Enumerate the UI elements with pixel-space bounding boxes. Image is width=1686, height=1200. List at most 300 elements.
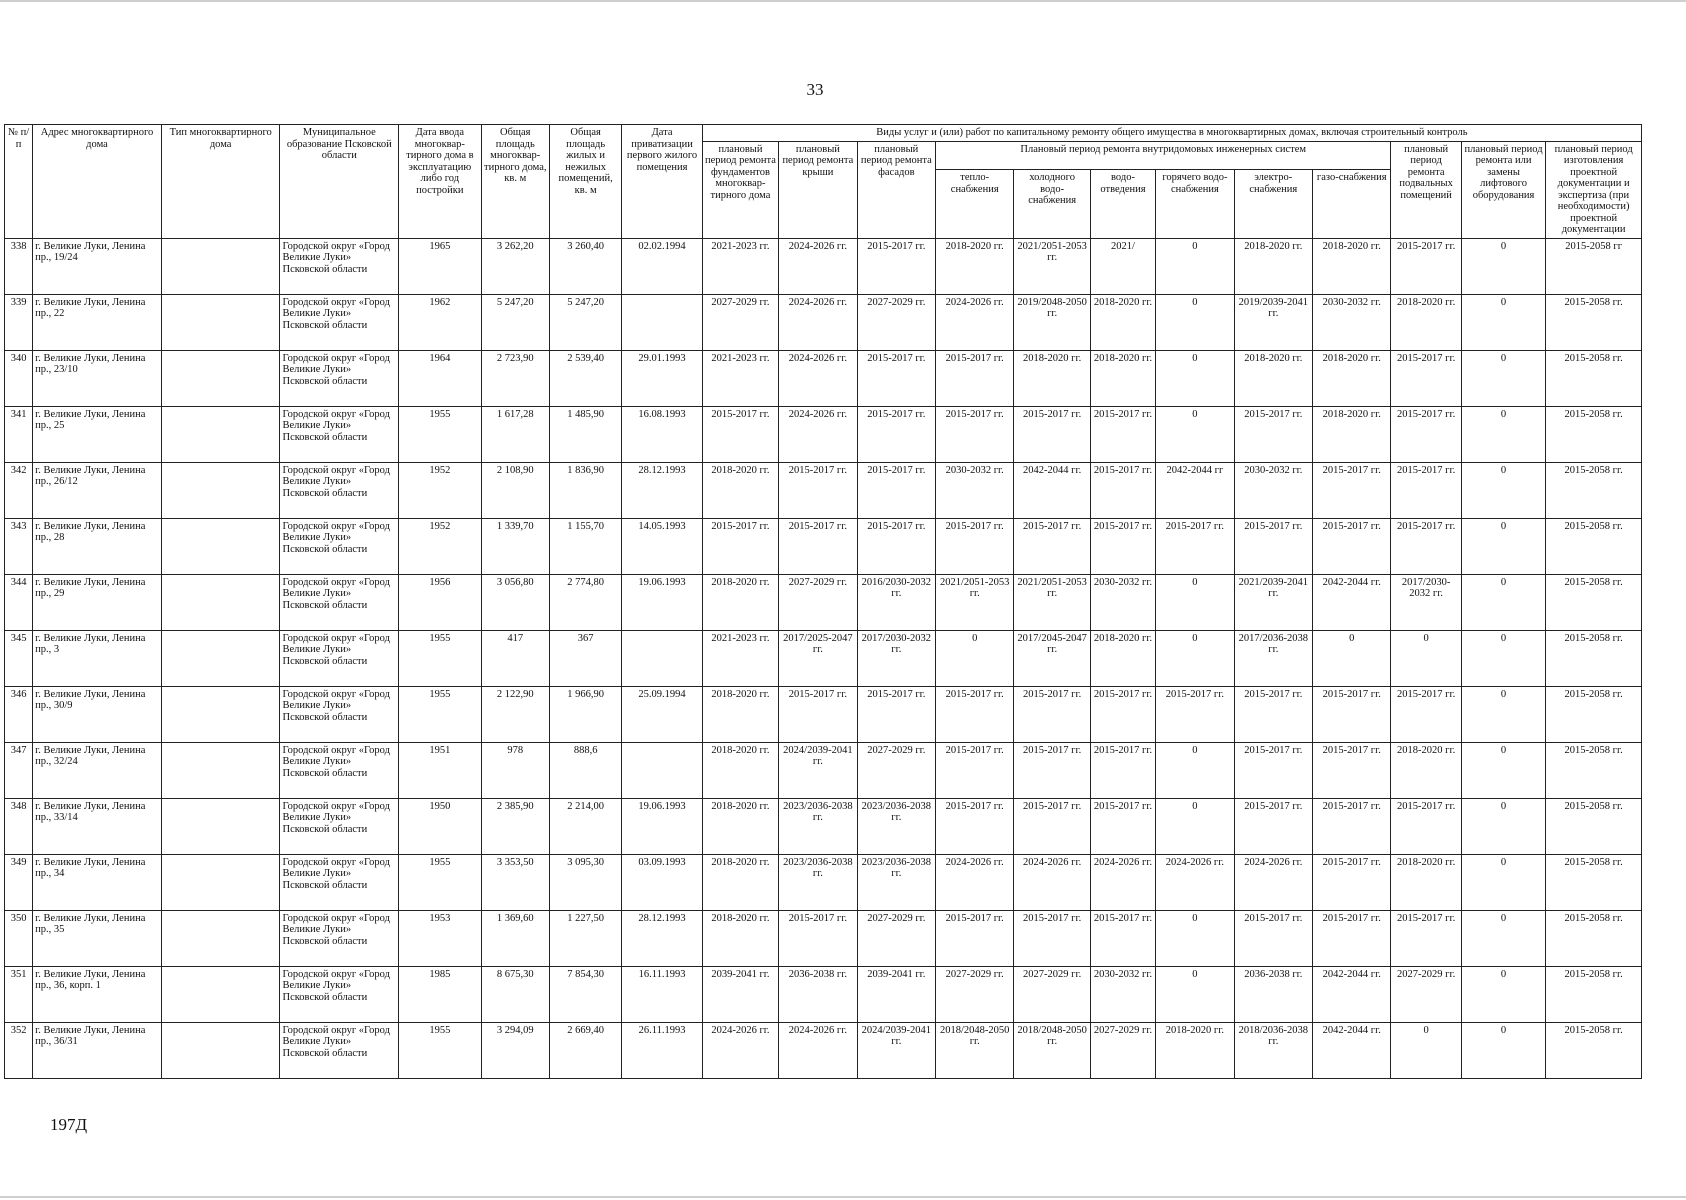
- row-foundation: 2021-2023 гг.: [702, 238, 778, 294]
- row-facade: 2039-2041 гг.: [857, 966, 935, 1022]
- row-type: [161, 238, 280, 294]
- row-cold-water: 2015-2017 гг.: [1014, 686, 1090, 742]
- row-elevator: 0: [1461, 518, 1545, 574]
- row-elevator: 0: [1461, 966, 1545, 1022]
- table-row: [5, 854, 1642, 910]
- row-address: г. Великие Луки, Ленина пр., 32/24: [33, 742, 162, 798]
- row-roof: 2024-2026 гг.: [779, 406, 857, 462]
- row-year: 1955: [399, 406, 481, 462]
- row-living-area: 1 227,50: [549, 910, 621, 966]
- row-address: г. Великие Луки, Ленина пр., 3: [33, 630, 162, 686]
- row-address: г. Великие Луки, Ленина пр., 26/12: [33, 462, 162, 518]
- row-gas: 2042-2044 гг.: [1313, 966, 1391, 1022]
- row-roof: 2036-2038 гг.: [779, 966, 857, 1022]
- row-facade: 2015-2017 гг.: [857, 518, 935, 574]
- row-elevator: 0: [1461, 574, 1545, 630]
- table-row: [5, 966, 1642, 1022]
- row-total-area: 3 294,09: [481, 1022, 549, 1078]
- header-address: Адрес многоквартирного дома: [33, 125, 162, 239]
- row-heat: 2021/2051-2053 гг.: [936, 574, 1014, 630]
- row-sewer: 2015-2017 гг.: [1090, 518, 1155, 574]
- row-cold-water: 2018-2020 гг.: [1014, 350, 1090, 406]
- row-cold-water: 2019/2048-2050 гг.: [1014, 294, 1090, 350]
- row-electric: 2021/2039-2041 гг.: [1234, 574, 1312, 630]
- row-gas: 2015-2017 гг.: [1313, 910, 1391, 966]
- row-heat: 2015-2017 гг.: [936, 406, 1014, 462]
- row-sewer: 2030-2032 гг.: [1090, 966, 1155, 1022]
- row-foundation: 2015-2017 гг.: [702, 406, 778, 462]
- row-hot-water: 0: [1156, 574, 1234, 630]
- row-year: 1952: [399, 518, 481, 574]
- row-facade: 2015-2017 гг.: [857, 686, 935, 742]
- row-electric: 2019/2039-2041 гг.: [1234, 294, 1312, 350]
- row-roof: 2024-2026 гг.: [779, 1022, 857, 1078]
- row-cold-water: 2024-2026 гг.: [1014, 854, 1090, 910]
- row-type: [161, 462, 280, 518]
- row-electric: 2024-2026 гг.: [1234, 854, 1312, 910]
- row-municipality: Городской округ «Город Великие Луки» Псковской области: [280, 1022, 399, 1078]
- header-systems-group: Плановый период ремонта внутридомовых инженерных систем: [936, 141, 1391, 170]
- row-heat: 2015-2017 гг.: [936, 798, 1014, 854]
- row-foundation: 2018-2020 гг.: [702, 686, 778, 742]
- page-number: 33: [806, 80, 824, 99]
- row-sewer: 2027-2029 гг.: [1090, 1022, 1155, 1078]
- row-basement: 2015-2017 гг.: [1391, 686, 1461, 742]
- row-living-area: 3 095,30: [549, 854, 621, 910]
- row-num: 341: [5, 406, 33, 462]
- header-facade: плановый период ремонта фасадов: [857, 141, 935, 238]
- row-type: [161, 910, 280, 966]
- row-living-area: 1 966,90: [549, 686, 621, 742]
- row-municipality: Городской округ «Город Великие Луки» Псковской области: [280, 854, 399, 910]
- row-design: 2015-2058 гг.: [1546, 406, 1642, 462]
- row-type: [161, 294, 280, 350]
- row-year: 1964: [399, 350, 481, 406]
- row-basement: 2017/2030-2032 гг.: [1391, 574, 1461, 630]
- row-foundation: 2039-2041 гг.: [702, 966, 778, 1022]
- row-basement: 2015-2017 гг.: [1391, 910, 1461, 966]
- table-row: [5, 518, 1642, 574]
- row-design: 2015-2058 гг.: [1546, 630, 1642, 686]
- row-elevator: 0: [1461, 742, 1545, 798]
- row-basement: 0: [1391, 1022, 1461, 1078]
- row-cold-water: 2021/2051-2053 гг.: [1014, 238, 1090, 294]
- row-foundation: 2021-2023 гг.: [702, 630, 778, 686]
- row-elevator: 0: [1461, 238, 1545, 294]
- row-design: 2015-2058 гг.: [1546, 854, 1642, 910]
- row-elevator: 0: [1461, 686, 1545, 742]
- row-municipality: Городской округ «Город Великие Луки» Псковской области: [280, 686, 399, 742]
- row-municipality: Городской округ «Город Великие Луки» Псковской области: [280, 630, 399, 686]
- row-electric: 2018-2020 гг.: [1234, 238, 1312, 294]
- scan-edge-top: [0, 0, 1686, 2]
- row-heat: 2018-2020 гг.: [936, 238, 1014, 294]
- row-municipality: Городской округ «Город Великие Луки» Псковской области: [280, 350, 399, 406]
- row-hot-water: 2015-2017 гг.: [1156, 518, 1234, 574]
- row-elevator: 0: [1461, 798, 1545, 854]
- row-foundation: 2018-2020 гг.: [702, 462, 778, 518]
- header-heat: тепло-снабжения: [936, 170, 1014, 238]
- header-electric: электро-снабжения: [1234, 170, 1312, 238]
- table-row: [5, 1022, 1642, 1078]
- row-foundation: 2018-2020 гг.: [702, 910, 778, 966]
- row-privatization-date: 16.11.1993: [622, 966, 702, 1022]
- row-num: 338: [5, 238, 33, 294]
- row-total-area: 5 247,20: [481, 294, 549, 350]
- row-heat: 2024-2026 гг.: [936, 854, 1014, 910]
- row-sewer: 2021/: [1090, 238, 1155, 294]
- row-municipality: Городской округ «Город Великие Луки» Псковской области: [280, 518, 399, 574]
- row-cold-water: 2015-2017 гг.: [1014, 910, 1090, 966]
- header-living-area: Общая площадь жилых и нежилых помещений, кв. м: [549, 125, 621, 239]
- row-privatization-date: 02.02.1994: [622, 238, 702, 294]
- row-heat: 2015-2017 гг.: [936, 910, 1014, 966]
- row-roof: 2027-2029 гг.: [779, 574, 857, 630]
- row-hot-water: 2018-2020 гг.: [1156, 1022, 1234, 1078]
- row-total-area: 1 339,70: [481, 518, 549, 574]
- row-sewer: 2015-2017 гг.: [1090, 742, 1155, 798]
- row-elevator: 0: [1461, 630, 1545, 686]
- row-privatization-date: 28.12.1993: [622, 910, 702, 966]
- header-hot-water: горячего водо-снабжения: [1156, 170, 1234, 238]
- row-cold-water: 2027-2029 гг.: [1014, 966, 1090, 1022]
- row-living-area: 1 485,90: [549, 406, 621, 462]
- row-facade: 2015-2017 гг.: [857, 238, 935, 294]
- row-living-area: 3 260,40: [549, 238, 621, 294]
- row-sewer: 2015-2017 гг.: [1090, 406, 1155, 462]
- row-basement: 2027-2029 гг.: [1391, 966, 1461, 1022]
- row-foundation: 2018-2020 гг.: [702, 574, 778, 630]
- row-num: 352: [5, 1022, 33, 1078]
- header-num: № п/п: [5, 125, 33, 239]
- row-foundation: 2015-2017 гг.: [702, 518, 778, 574]
- row-gas: 2015-2017 гг.: [1313, 742, 1391, 798]
- row-num: 343: [5, 518, 33, 574]
- table-row: [5, 910, 1642, 966]
- row-type: [161, 630, 280, 686]
- row-total-area: 2 122,90: [481, 686, 549, 742]
- row-facade: 2016/2030-2032 гг.: [857, 574, 935, 630]
- row-gas: 2018-2020 гг.: [1313, 238, 1391, 294]
- row-foundation: 2024-2026 гг.: [702, 1022, 778, 1078]
- row-address: г. Великие Луки, Ленина пр., 23/10: [33, 350, 162, 406]
- row-gas: 2042-2044 гг.: [1313, 1022, 1391, 1078]
- header-commission-date: Дата ввода многоквар-тирного дома в эксплуатацию либо год постройки: [399, 125, 481, 239]
- row-facade: 2015-2017 гг.: [857, 350, 935, 406]
- row-address: г. Великие Луки, Ленина пр., 33/14: [33, 798, 162, 854]
- header-foundation: плановый период ремонта фундаментов многоквар-тирного дома: [702, 141, 778, 238]
- row-elevator: 0: [1461, 462, 1545, 518]
- row-facade: 2023/2036-2038 гг.: [857, 798, 935, 854]
- row-year: 1955: [399, 854, 481, 910]
- row-design: 2015-2058 гг.: [1546, 798, 1642, 854]
- row-cold-water: 2015-2017 гг.: [1014, 518, 1090, 574]
- row-municipality: Городской округ «Город Великие Луки» Псковской области: [280, 910, 399, 966]
- row-num: 346: [5, 686, 33, 742]
- row-privatization-date: 16.08.1993: [622, 406, 702, 462]
- row-num: 342: [5, 462, 33, 518]
- row-privatization-date: 29.01.1993: [622, 350, 702, 406]
- header-roof: плановый период ремонта крыши: [779, 141, 857, 238]
- scan-edge-bottom: [0, 1196, 1686, 1198]
- row-foundation: 2027-2029 гг.: [702, 294, 778, 350]
- row-privatization-date: 14.05.1993: [622, 518, 702, 574]
- row-foundation: 2018-2020 гг.: [702, 742, 778, 798]
- row-cold-water: 2017/2045-2047 гг.: [1014, 630, 1090, 686]
- row-design: 2015-2058 гг.: [1546, 518, 1642, 574]
- row-privatization-date: 26.11.1993: [622, 1022, 702, 1078]
- row-facade: 2027-2029 гг.: [857, 742, 935, 798]
- row-hot-water: 0: [1156, 910, 1234, 966]
- row-year: 1951: [399, 742, 481, 798]
- header-type: Тип многоквартирного дома: [161, 125, 280, 239]
- row-sewer: 2018-2020 гг.: [1090, 350, 1155, 406]
- row-heat: 2030-2032 гг.: [936, 462, 1014, 518]
- row-design: 2015-2058 гг: [1546, 238, 1642, 294]
- row-total-area: 3 262,20: [481, 238, 549, 294]
- row-heat: 2015-2017 гг.: [936, 686, 1014, 742]
- row-total-area: 1 369,60: [481, 910, 549, 966]
- row-total-area: 2 385,90: [481, 798, 549, 854]
- row-municipality: Городской округ «Город Великие Луки» Псковской области: [280, 966, 399, 1022]
- row-foundation: 2018-2020 гг.: [702, 854, 778, 910]
- row-cold-water: 2018/2048-2050 гг.: [1014, 1022, 1090, 1078]
- row-gas: 0: [1313, 630, 1391, 686]
- row-living-area: 7 854,30: [549, 966, 621, 1022]
- row-num: 339: [5, 294, 33, 350]
- header-sewer: водо-отведения: [1090, 170, 1155, 238]
- row-address: г. Великие Луки, Ленина пр., 29: [33, 574, 162, 630]
- row-address: г. Великие Луки, Ленина пр., 30/9: [33, 686, 162, 742]
- row-type: [161, 1022, 280, 1078]
- row-foundation: 2018-2020 гг.: [702, 798, 778, 854]
- row-address: г. Великие Луки, Ленина пр., 22: [33, 294, 162, 350]
- row-living-area: 1 155,70: [549, 518, 621, 574]
- row-living-area: 5 247,20: [549, 294, 621, 350]
- table-row: [5, 238, 1642, 294]
- row-heat: 2027-2029 гг.: [936, 966, 1014, 1022]
- table-row: [5, 798, 1642, 854]
- row-design: 2015-2058 гг.: [1546, 686, 1642, 742]
- row-gas: 2042-2044 гг.: [1313, 574, 1391, 630]
- row-electric: 2018/2036-2038 гг.: [1234, 1022, 1312, 1078]
- row-roof: 2024-2026 гг.: [779, 294, 857, 350]
- header-privatization-date: Дата приватизации первого жилого помещения: [622, 125, 702, 239]
- row-living-area: 888,6: [549, 742, 621, 798]
- row-type: [161, 686, 280, 742]
- row-hot-water: 0: [1156, 238, 1234, 294]
- row-municipality: Городской округ «Город Великие Луки» Псковской области: [280, 574, 399, 630]
- row-municipality: Городской округ «Город Великие Луки» Псковской области: [280, 798, 399, 854]
- row-design: 2015-2058 гг.: [1546, 350, 1642, 406]
- row-municipality: Городской округ «Город Великие Луки» Псковской области: [280, 294, 399, 350]
- row-year: 1950: [399, 798, 481, 854]
- row-hot-water: 0: [1156, 406, 1234, 462]
- row-privatization-date: 03.09.1993: [622, 854, 702, 910]
- row-gas: 2015-2017 гг.: [1313, 462, 1391, 518]
- row-facade: 2017/2030-2032 гг.: [857, 630, 935, 686]
- row-sewer: 2030-2032 гг.: [1090, 574, 1155, 630]
- row-num: 349: [5, 854, 33, 910]
- row-cold-water: 2015-2017 гг.: [1014, 406, 1090, 462]
- row-basement: 2018-2020 гг.: [1391, 854, 1461, 910]
- row-total-area: 3 056,80: [481, 574, 549, 630]
- row-gas: 2018-2020 гг.: [1313, 350, 1391, 406]
- row-roof: 2017/2025-2047 гг.: [779, 630, 857, 686]
- row-total-area: 2 108,90: [481, 462, 549, 518]
- row-type: [161, 742, 280, 798]
- row-living-area: 2 214,00: [549, 798, 621, 854]
- row-basement: 2015-2017 гг.: [1391, 406, 1461, 462]
- row-living-area: 1 836,90: [549, 462, 621, 518]
- row-living-area: 367: [549, 630, 621, 686]
- row-municipality: Городской округ «Город Великие Луки» Псковской области: [280, 462, 399, 518]
- row-type: [161, 574, 280, 630]
- row-total-area: 3 353,50: [481, 854, 549, 910]
- row-facade: 2015-2017 гг.: [857, 462, 935, 518]
- row-design: 2015-2058 гг.: [1546, 910, 1642, 966]
- row-electric: 2015-2017 гг.: [1234, 518, 1312, 574]
- table-row: [5, 462, 1642, 518]
- row-facade: 2027-2029 гг.: [857, 294, 935, 350]
- row-address: г. Великие Луки, Ленина пр., 19/24: [33, 238, 162, 294]
- row-basement: 2018-2020 гг.: [1391, 294, 1461, 350]
- row-sewer: 2018-2020 гг.: [1090, 630, 1155, 686]
- row-sewer: 2015-2017 гг.: [1090, 462, 1155, 518]
- row-gas: 2030-2032 гг.: [1313, 294, 1391, 350]
- row-gas: 2015-2017 гг.: [1313, 854, 1391, 910]
- row-total-area: 1 617,28: [481, 406, 549, 462]
- header-design: плановый период изготовления проектной документации и экспертиза (при необходимости) проектной документации: [1546, 141, 1642, 238]
- row-address: г. Великие Луки, Ленина пр., 36, корп. 1: [33, 966, 162, 1022]
- row-electric: 2015-2017 гг.: [1234, 798, 1312, 854]
- table-header: [5, 125, 1642, 239]
- row-cold-water: 2015-2017 гг.: [1014, 798, 1090, 854]
- row-total-area: 978: [481, 742, 549, 798]
- row-gas: 2015-2017 гг.: [1313, 686, 1391, 742]
- row-roof: 2015-2017 гг.: [779, 462, 857, 518]
- row-year: 1953: [399, 910, 481, 966]
- row-basement: 0: [1391, 630, 1461, 686]
- row-facade: 2024/2039-2041 гг.: [857, 1022, 935, 1078]
- row-hot-water: 0: [1156, 630, 1234, 686]
- row-year: 1952: [399, 462, 481, 518]
- row-municipality: Городской округ «Город Великие Луки» Псковской области: [280, 406, 399, 462]
- row-year: 1955: [399, 686, 481, 742]
- row-num: 348: [5, 798, 33, 854]
- row-privatization-date: 19.06.1993: [622, 798, 702, 854]
- row-heat: 2018/2048-2050 гг.: [936, 1022, 1014, 1078]
- row-elevator: 0: [1461, 350, 1545, 406]
- row-elevator: 0: [1461, 910, 1545, 966]
- table-row: [5, 630, 1642, 686]
- row-basement: 2015-2017 гг.: [1391, 798, 1461, 854]
- row-cold-water: 2042-2044 гг.: [1014, 462, 1090, 518]
- row-roof: 2024-2026 гг.: [779, 238, 857, 294]
- row-total-area: 417: [481, 630, 549, 686]
- row-hot-water: 0: [1156, 294, 1234, 350]
- row-type: [161, 854, 280, 910]
- row-hot-water: 2024-2026 гг.: [1156, 854, 1234, 910]
- row-facade: 2023/2036-2038 гг.: [857, 854, 935, 910]
- row-living-area: 2 539,40: [549, 350, 621, 406]
- row-privatization-date: [622, 742, 702, 798]
- row-elevator: 0: [1461, 854, 1545, 910]
- row-basement: 2018-2020 гг.: [1391, 742, 1461, 798]
- row-electric: 2017/2036-2038 гг.: [1234, 630, 1312, 686]
- row-address: г. Великие Луки, Ленина пр., 35: [33, 910, 162, 966]
- header-basement: плановый период ремонта подвальных помещений: [1391, 141, 1461, 238]
- row-hot-water: 0: [1156, 798, 1234, 854]
- row-num: 350: [5, 910, 33, 966]
- row-total-area: 2 723,90: [481, 350, 549, 406]
- table-row: [5, 406, 1642, 462]
- row-elevator: 0: [1461, 294, 1545, 350]
- row-year: 1962: [399, 294, 481, 350]
- row-address: г. Великие Луки, Ленина пр., 34: [33, 854, 162, 910]
- row-electric: 2015-2017 гг.: [1234, 910, 1312, 966]
- header-cold-water: холодного водо-снабжения: [1014, 170, 1090, 238]
- row-electric: 2036-2038 гг.: [1234, 966, 1312, 1022]
- row-electric: 2018-2020 гг.: [1234, 350, 1312, 406]
- header-elevator: плановый период ремонта или замены лифтового оборудования: [1461, 141, 1545, 238]
- row-design: 2015-2058 гг.: [1546, 574, 1642, 630]
- row-type: [161, 798, 280, 854]
- row-electric: 2015-2017 гг.: [1234, 742, 1312, 798]
- row-hot-water: 0: [1156, 742, 1234, 798]
- row-year: 1956: [399, 574, 481, 630]
- row-basement: 2015-2017 гг.: [1391, 462, 1461, 518]
- row-cold-water: 2015-2017 гг.: [1014, 742, 1090, 798]
- row-gas: 2015-2017 гг.: [1313, 518, 1391, 574]
- row-roof: 2023/2036-2038 гг.: [779, 854, 857, 910]
- row-num: 347: [5, 742, 33, 798]
- table-row: [5, 350, 1642, 406]
- row-design: 2015-2058 гг.: [1546, 966, 1642, 1022]
- row-privatization-date: 28.12.1993: [622, 462, 702, 518]
- row-basement: 2015-2017 гг.: [1391, 518, 1461, 574]
- row-facade: 2015-2017 гг.: [857, 406, 935, 462]
- row-type: [161, 966, 280, 1022]
- row-address: г. Великие Луки, Ленина пр., 36/31: [33, 1022, 162, 1078]
- row-num: 345: [5, 630, 33, 686]
- row-electric: 2030-2032 гг.: [1234, 462, 1312, 518]
- row-type: [161, 350, 280, 406]
- row-sewer: 2015-2017 гг.: [1090, 686, 1155, 742]
- row-heat: 2015-2017 гг.: [936, 518, 1014, 574]
- table-row: [5, 294, 1642, 350]
- row-sewer: 2015-2017 гг.: [1090, 910, 1155, 966]
- row-year: 1955: [399, 630, 481, 686]
- row-roof: 2024/2039-2041 гг.: [779, 742, 857, 798]
- row-sewer: 2015-2017 гг.: [1090, 798, 1155, 854]
- row-elevator: 0: [1461, 406, 1545, 462]
- row-design: 2015-2058 гг.: [1546, 294, 1642, 350]
- row-hot-water: 0: [1156, 966, 1234, 1022]
- row-electric: 2015-2017 гг.: [1234, 686, 1312, 742]
- row-cold-water: 2021/2051-2053 гг.: [1014, 574, 1090, 630]
- row-sewer: 2018-2020 гг.: [1090, 294, 1155, 350]
- row-heat: 2015-2017 гг.: [936, 350, 1014, 406]
- row-design: 2015-2058 гг.: [1546, 462, 1642, 518]
- row-design: 2015-2058 гг.: [1546, 742, 1642, 798]
- row-num: 351: [5, 966, 33, 1022]
- row-num: 344: [5, 574, 33, 630]
- row-design: 2015-2058 гг.: [1546, 1022, 1642, 1078]
- row-type: [161, 518, 280, 574]
- row-heat: 2024-2026 гг.: [936, 294, 1014, 350]
- row-municipality: Городской округ «Город Великие Луки» Псковской области: [280, 742, 399, 798]
